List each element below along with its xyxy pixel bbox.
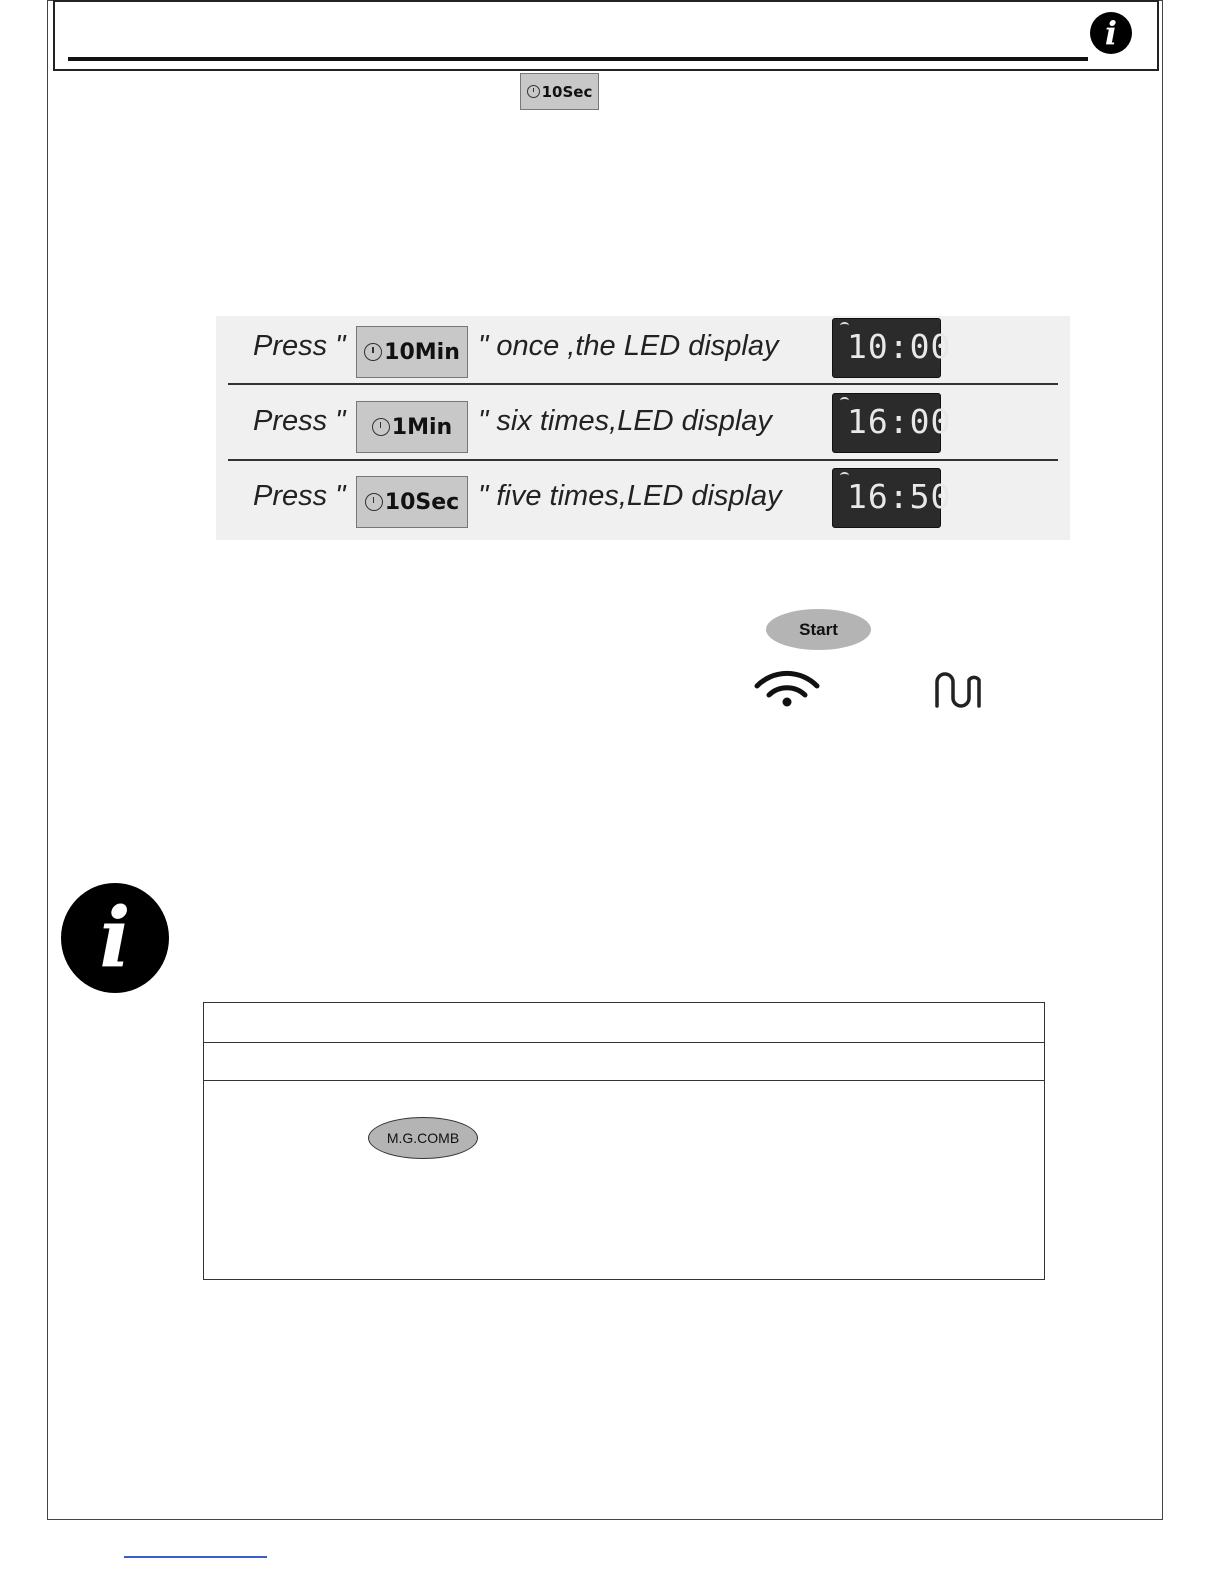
start-button: Start: [766, 609, 871, 650]
led-digits: 16:00: [847, 402, 952, 441]
key-10min: [356, 326, 468, 378]
note-info-icon: i: [61, 883, 169, 993]
key-label: 10Sec: [384, 489, 460, 515]
led-display: [832, 468, 952, 528]
led-digits: 16:50: [847, 477, 952, 516]
press-row: [216, 466, 1070, 541]
key-label: 10Sec: [541, 82, 593, 101]
table-row-divider: [204, 1042, 1044, 1043]
header-rule: [68, 57, 1088, 61]
clock-icon: [527, 85, 540, 98]
grill-element-icon: [932, 670, 984, 710]
led-display: [832, 318, 952, 378]
press-suffix: " once ,the LED display: [478, 330, 779, 362]
clock-icon: [372, 418, 390, 436]
key-label: 1Min: [391, 414, 453, 440]
press-suffix: " five times,LED display: [478, 480, 782, 512]
table-row-divider: [204, 1080, 1044, 1081]
key-10sec-inline: [520, 73, 599, 110]
press-row: [216, 316, 1070, 391]
mg-comb-button: M.G.COMB: [368, 1117, 478, 1159]
press-row: [216, 391, 1070, 466]
note-table: [203, 1002, 1045, 1280]
clock-icon: [365, 493, 383, 511]
press-prefix: Press ": [253, 330, 346, 362]
footer-link[interactable]: [124, 1556, 267, 1558]
press-suffix: " six times,LED display: [478, 405, 772, 437]
row-divider: [228, 383, 1058, 385]
press-prefix: Press ": [253, 480, 346, 512]
key-10sec: [356, 476, 468, 528]
led-digits: 10:00: [847, 327, 952, 366]
led-display: [832, 393, 952, 453]
microwave-wave-icon: [752, 664, 822, 710]
page-frame: [47, 0, 1163, 1520]
row-divider: [228, 459, 1058, 461]
key-label: 10Min: [384, 339, 460, 365]
info-icon: i: [1090, 12, 1132, 54]
clock-icon: [364, 343, 382, 361]
key-1min: [356, 401, 468, 453]
press-sequence-panel: [216, 316, 1070, 540]
press-prefix: Press ": [253, 405, 346, 437]
